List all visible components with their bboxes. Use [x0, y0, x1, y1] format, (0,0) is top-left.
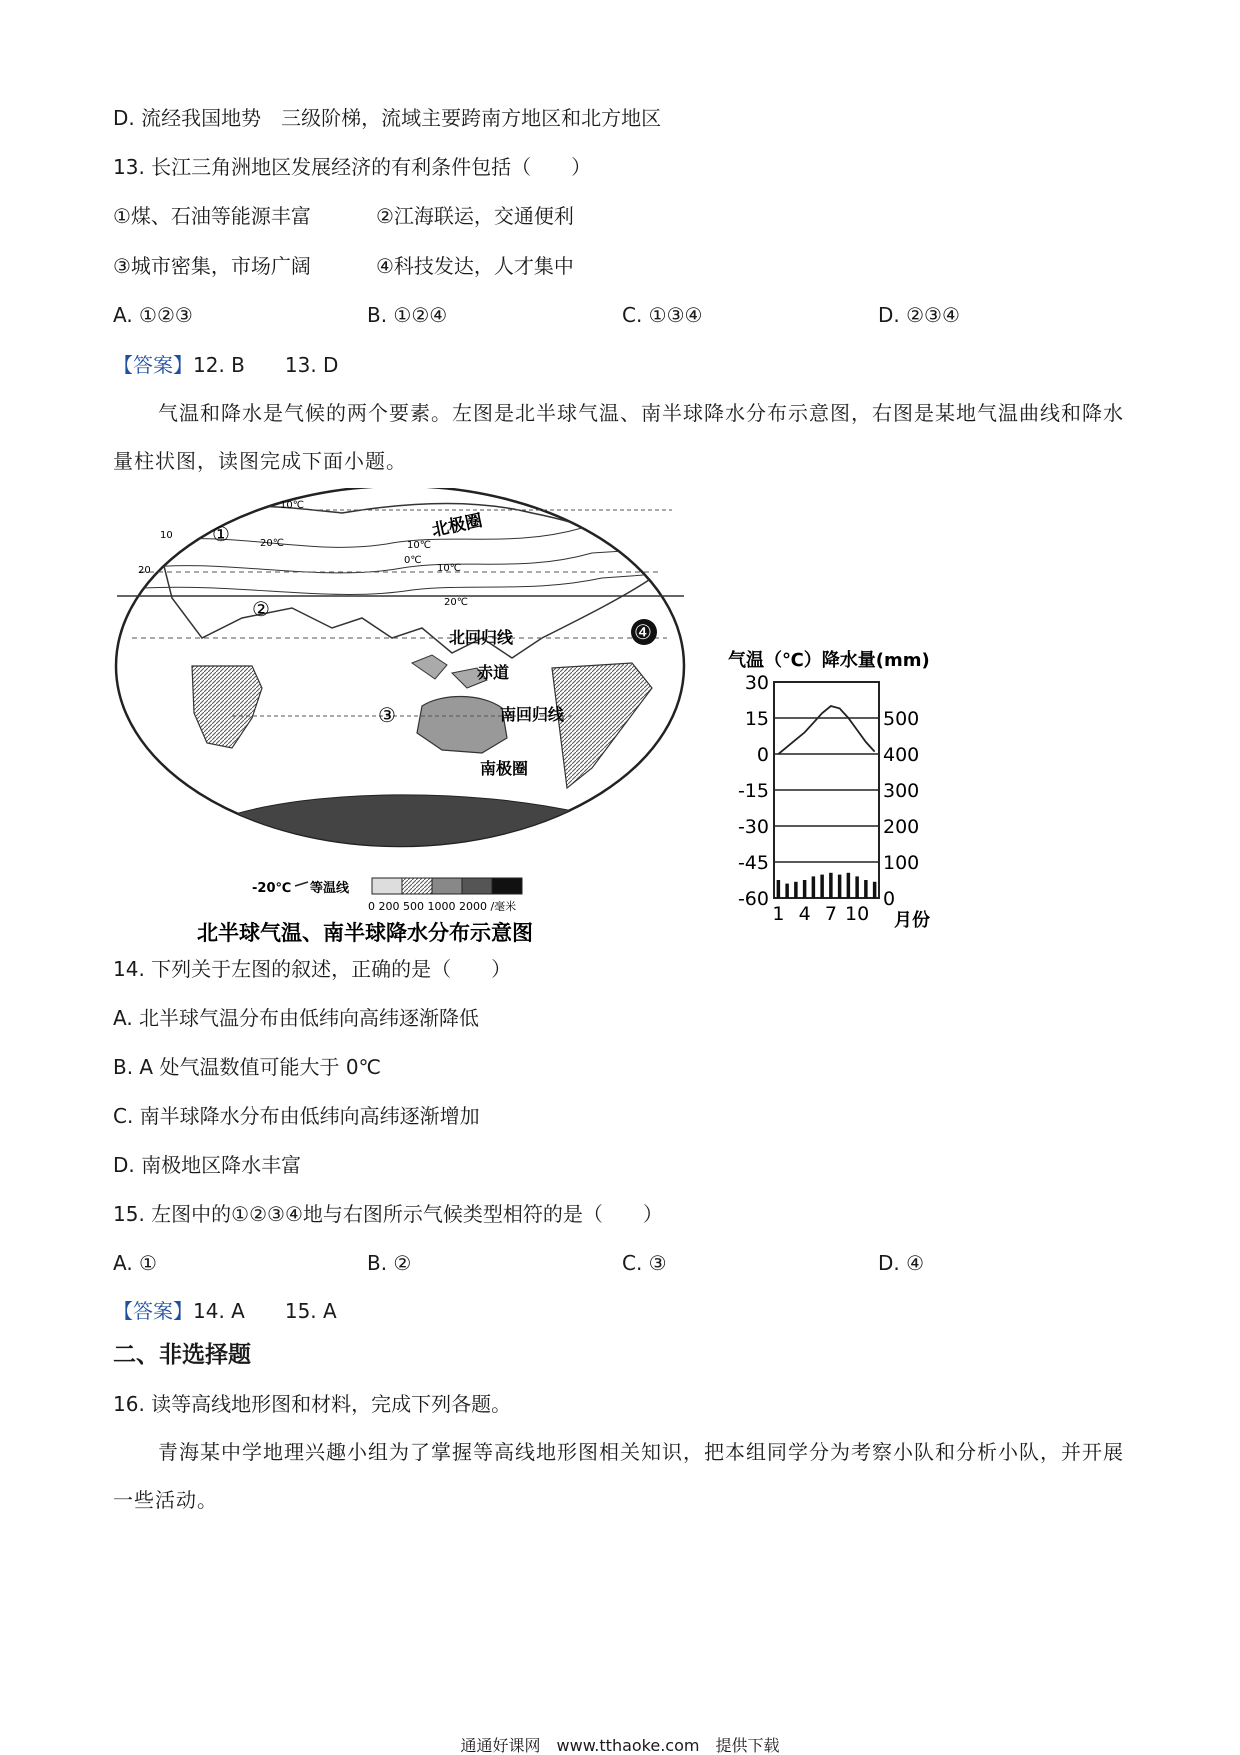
q14-option-d: D. 南极地区降水丰富	[113, 1153, 302, 1177]
y-right-tick-label: 400	[883, 744, 920, 766]
climate-chart	[716, 640, 1006, 940]
answer-text: 12. B 13. D	[193, 353, 339, 377]
legend-isotherm-line	[295, 882, 308, 886]
y-right-tick-label: 300	[883, 780, 920, 802]
precip-bar	[785, 884, 789, 898]
q12-option-d: D. 流经我国地势 三级阶梯，流域主要跨南方地区和北方地区	[113, 106, 662, 130]
label-arctic-circle: 北极圈	[430, 510, 485, 541]
location-mark-4: ④	[634, 620, 652, 644]
label-tropic-capricorn: 南回归线	[500, 705, 565, 724]
world-map-figure	[112, 488, 692, 944]
precip-bar	[864, 880, 868, 898]
q16-paragraph: 青海某中学地理兴趣小组为了掌握等高线地形图相关知识，把本组同学分为考察小队和分析小队，并开展一些活动。	[113, 1440, 1124, 1512]
y-right-tick-label: 100	[883, 852, 920, 874]
precip-bar	[838, 875, 842, 898]
q15-stem: 15. 左图中的①②③④地与右图所示气候类型相符的是（ ）	[113, 1202, 663, 1226]
y-left-tick-label: 15	[744, 708, 769, 730]
q15-option-b: B. ②	[367, 1251, 412, 1275]
isotherm-label: 10℃	[437, 563, 461, 574]
precip-bar	[820, 875, 824, 898]
y-left-tick-label: 30	[744, 672, 769, 694]
label-equator: 赤道	[477, 663, 510, 682]
answer-tag: 【答案】	[113, 353, 193, 377]
legend-swatch	[462, 878, 492, 894]
q13-stem: 13. 长江三角洲地区发展经济的有利条件包括（ ）	[113, 155, 592, 179]
isotherm-label: 0℃	[404, 555, 422, 566]
label-antarctic-circle: 南极圈	[480, 759, 529, 778]
x-tick-label: 7	[824, 903, 837, 925]
legend-swatch	[492, 878, 522, 894]
chart-title: 气温（℃）降水量(mm)	[728, 650, 930, 671]
x-axis-label: 月份	[894, 910, 930, 931]
q14-option-c: C. 南半球降水分布由低纬向高纬逐渐增加	[113, 1104, 480, 1128]
q13-condition-4: ④科技发达，人才集中	[376, 254, 574, 278]
answer-text: 14. A 15. A	[193, 1299, 337, 1323]
answer-12-13	[113, 351, 338, 379]
location-mark-2: ②	[252, 597, 270, 621]
q13-option-a: A. ①②③	[113, 303, 193, 327]
isotherm-label: 10	[160, 530, 173, 541]
y-left-tick-label: -45	[737, 852, 769, 874]
legend-isotherm-value: -20℃	[252, 881, 292, 896]
y-left-tick-label: -15	[737, 780, 769, 802]
temperature-line	[778, 706, 874, 754]
location-mark-3: ③	[378, 703, 396, 727]
isotherm-label: 10℃	[407, 540, 431, 551]
precip-bar	[803, 880, 807, 898]
legend-swatch	[402, 878, 432, 894]
answer-14-15	[113, 1297, 337, 1325]
precip-bar	[794, 882, 798, 898]
label-tropic-cancer: 北回归线	[449, 628, 514, 647]
y-right-tick-label: 200	[883, 816, 920, 838]
y-right-tick-label: 500	[883, 708, 920, 730]
precip-bar	[847, 873, 851, 898]
legend-isotherm-text: 等温线	[310, 881, 350, 896]
q13-option-c: C. ①③④	[622, 303, 703, 327]
footer-watermark: 通通好课网 www.tthaoke.com 提供下载	[460, 1736, 780, 1755]
q15-option-d: D. ④	[878, 1251, 925, 1275]
antarctica	[222, 795, 582, 868]
q16-stem: 16. 读等高线地形图和材料，完成下列各题。	[113, 1392, 512, 1416]
y-right-tick-label: 0	[883, 888, 896, 910]
x-tick-label: 4	[798, 903, 811, 925]
precip-bar	[829, 873, 833, 898]
q15-option-c: C. ③	[622, 1251, 667, 1275]
q13-condition-1: ①煤、石油等能源丰富	[113, 204, 311, 228]
legend-swatch	[372, 878, 402, 894]
isotherm-label: 20℃	[260, 538, 284, 549]
y-left-tick-label: 0	[756, 744, 769, 766]
precip-bar	[812, 876, 816, 898]
legend-swatch	[432, 878, 462, 894]
x-tick-label: 10	[845, 903, 870, 925]
isotherm-label: 10℃	[280, 500, 304, 511]
isotherm-label: 20	[138, 565, 151, 576]
q14-option-b: B. A 处气温数值可能大于 0℃	[113, 1055, 382, 1079]
q14-option-a: A. 北半球气温分布由低纬向高纬逐渐降低	[113, 1006, 480, 1030]
q13-option-d: D. ②③④	[878, 303, 960, 327]
section-heading: 二、非选择题	[113, 1342, 251, 1368]
answer-tag: 【答案】	[113, 1299, 193, 1323]
precip-bar	[855, 876, 859, 898]
x-tick-label: 1	[772, 903, 785, 925]
precip-bar	[873, 882, 877, 898]
y-left-tick-label: -60	[737, 888, 769, 910]
q13-condition-2: ②江海联运，交通便利	[376, 204, 574, 228]
q15-option-a: A. ①	[113, 1251, 157, 1275]
location-mark-1: ①	[212, 522, 230, 546]
precip-bar	[777, 880, 781, 898]
q13-option-b: B. ①②④	[367, 303, 448, 327]
legend-scale: 0 200 500 1000 2000 /毫米	[368, 900, 517, 913]
q13-condition-3: ③城市密集，市场广阔	[113, 254, 311, 278]
intro-paragraph: 气温和降水是气候的两个要素。左图是北半球气温、南半球降水分布示意图，右图是某地气温曲线和降水量柱状图，读图完成下面小题。	[113, 401, 1124, 473]
isotherm-label: 20℃	[444, 597, 468, 608]
y-left-tick-label: -30	[737, 816, 769, 838]
map-caption: 北半球气温、南半球降水分布示意图	[197, 921, 533, 944]
q14-stem: 14. 下列关于左图的叙述，正确的是（ ）	[113, 957, 512, 981]
